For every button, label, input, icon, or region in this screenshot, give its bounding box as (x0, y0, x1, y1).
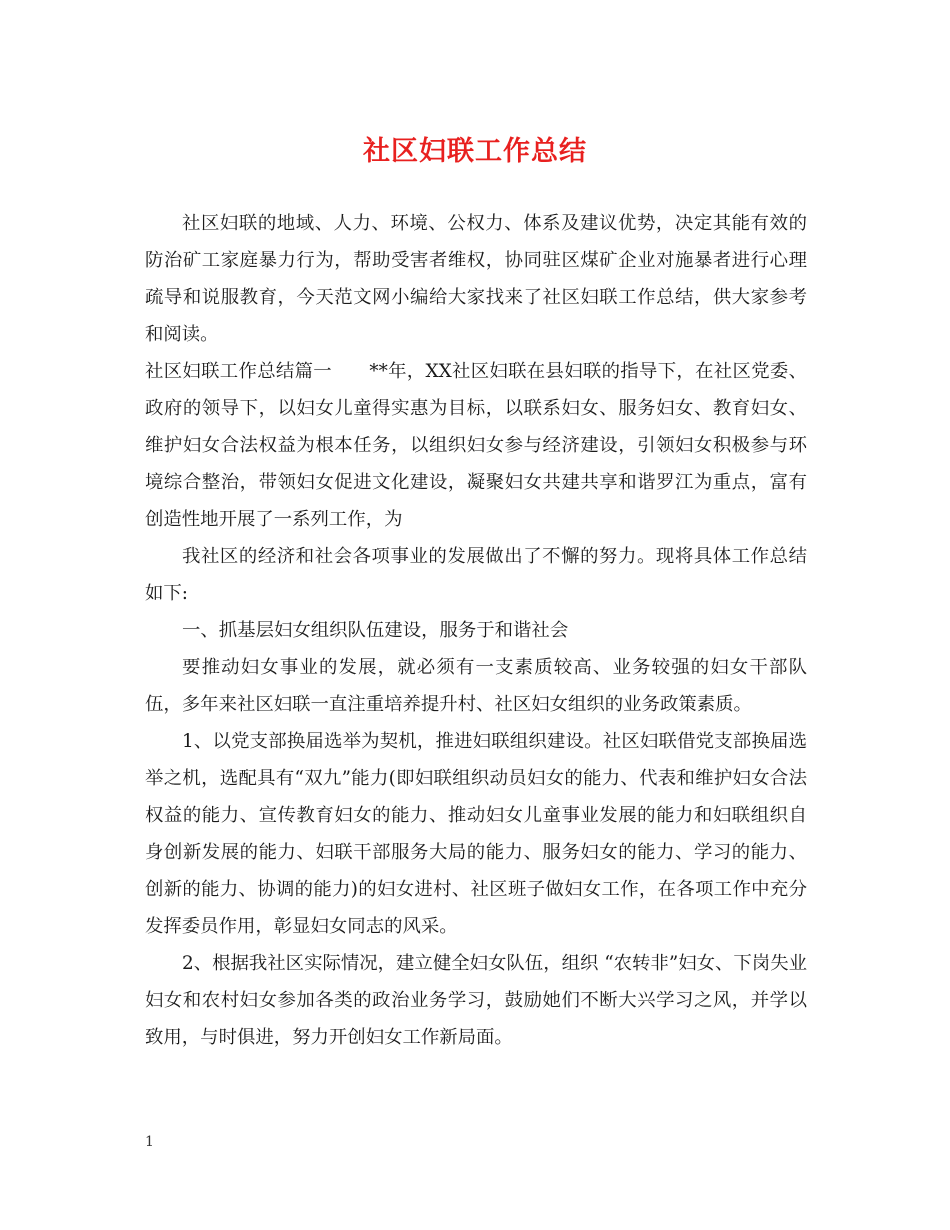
document-title: 社区妇联工作总结 (363, 136, 587, 167)
paragraph-summary-one: 社区妇联工作总结篇一 **年，XX社区妇联在县妇联的指导下，在社区党委、政府的领导下，以妇女儿童得实惠为目标，以联系妇女、服务妇女、教育妇女、维护妇女合法权益为根本任务，以组织妇女参与经济建设，引领妇女积极参与环境综合整治，带领妇女促进文化建设，凝聚妇女共建共享和谐罗江为重点，富有创造性地开展了一系列工作，为 (145, 361, 807, 530)
section-heading-one: 一、抓基层妇女组织队伍建设，服务于和谐社会 (182, 620, 569, 641)
paragraph-team-building: 要推动妇女事业的发展，就必须有一支素质较高、业务较强的妇女干部队伍，多年来社区妇联一直注重培养提升村、社区妇女组织的业务政策素质。 (145, 657, 807, 715)
paragraph-item-two: 2、根据我社区实际情况，建立健全妇女队伍，组织 “农转非”妇女、下岗失业妇女和农村妇女参加各类的政治业务学习，鼓励她们不断大兴学习之风，并学以致用，与时俱进，努力开创妇女工作新局面。 (145, 953, 807, 1048)
page-number: 1 (145, 1134, 154, 1150)
document-body (145, 205, 807, 1056)
paragraph-overview: 我社区的经济和社会各项事业的发展做出了不懈的努力。现将具体工作总结如下: (145, 546, 807, 604)
paragraph-item-one: 1、以党支部换届选举为契机，推进妇联组织建设。社区妇联借党支部换届选举之机，选配具有“双九”能力(即妇联组织动员妇女的能力、代表和维护妇女合法权益的能力、宣传教育妇女的能力、推动妇女儿童事业发展的能力和妇联组织自身创新发展的能力、妇联干部服务大局的能力、服务妇女的能力、学习的能力、创新的能力、协调的能力)的妇女进村、社区班子做妇女工作，在各项工作中充分发挥委员作用，彰显妇女同志的风采。 (145, 731, 807, 937)
paragraph-intro: 社区妇联的地域、人力、环境、公权力、体系及建议优势，决定其能有效的防治矿工家庭暴力行为，帮助受害者维权，协同驻区煤矿企业对施暴者进行心理疏导和说服教育，今天范文网小编给大家找来了社区妇联工作总结，供大家参考和阅读。 (145, 213, 807, 345)
